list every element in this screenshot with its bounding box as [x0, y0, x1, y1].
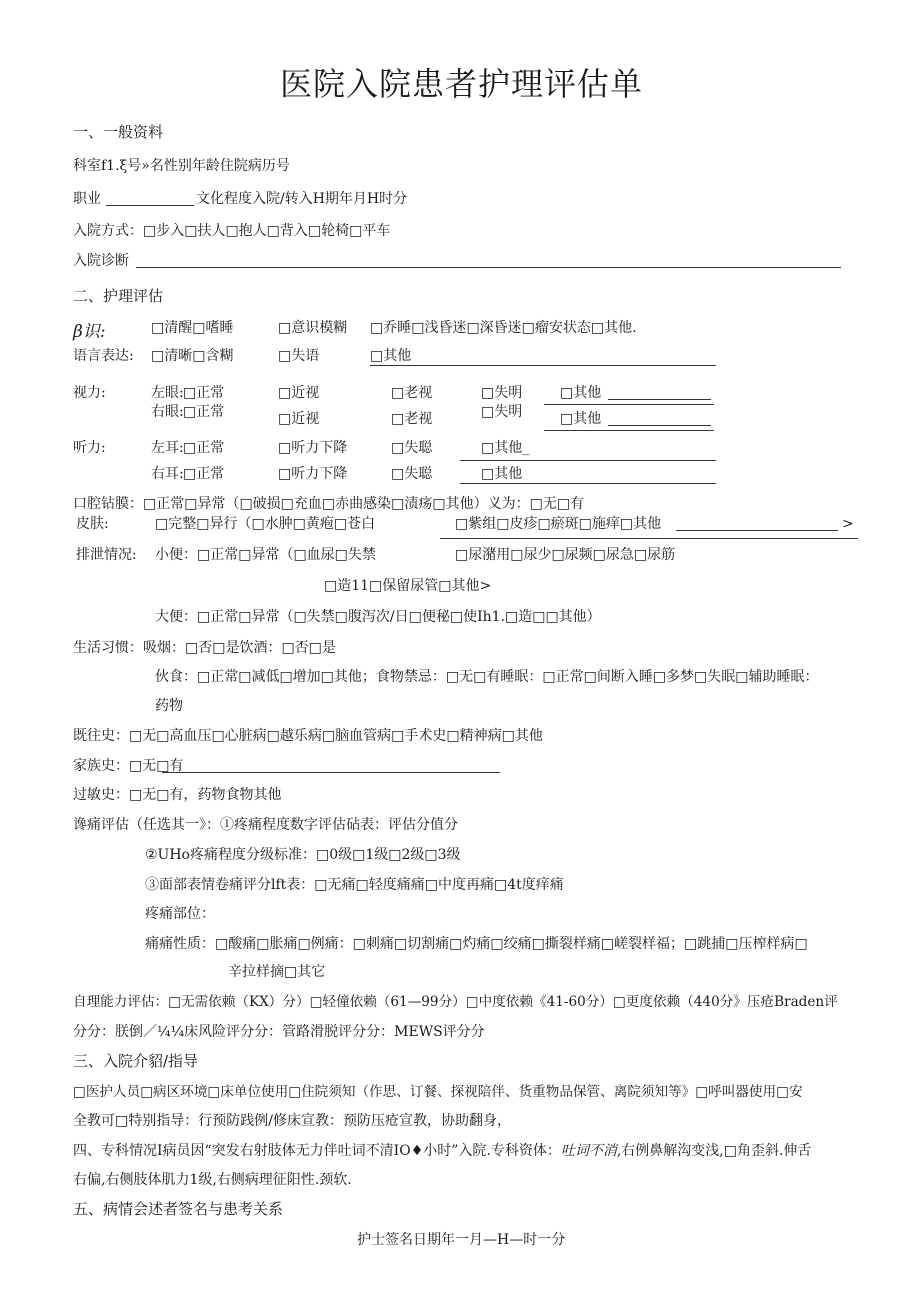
habits-line3: 药物	[155, 698, 183, 714]
hearing-left-deaf[interactable]: □失聪	[391, 440, 433, 456]
selfcare-line1: 自理能力评估：□无需依赖（KX）分）□轻僮依赖（61—99分）□中度依赖《41-60分）□更度依赖（440分》压疮Braden评	[73, 994, 838, 1010]
consciousness-opt1[interactable]: □清醒□嗜睡	[151, 320, 234, 336]
skin-bottom-line	[440, 538, 858, 539]
hearing-left-normal[interactable]: □正常	[183, 440, 225, 456]
speech-label: 语言表达:	[73, 348, 134, 364]
hearing-label: 听力:	[73, 440, 106, 456]
vision-left-normal[interactable]: □正常	[183, 385, 225, 401]
vision-left-presbyopia[interactable]: □老视	[391, 385, 433, 401]
family-history-field[interactable]	[162, 772, 500, 773]
section-heading-general: 一、一般资料	[73, 123, 164, 141]
vision-right-other[interactable]: □其他	[560, 411, 602, 427]
section-heading-intro: 三、入院介貂/指导	[73, 1052, 199, 1070]
pain-line2: ②UHo疼痛程度分级标准：□0级□1级□2级□3级	[145, 847, 461, 863]
consciousness-label: β识:	[73, 322, 106, 342]
specialty-line1-a: 四、专科情况I病员因“突发右射肢体无力伴吐词不清IO♦小时”入院.专科资体：	[73, 1143, 561, 1159]
consciousness-opt3[interactable]: □乔睡□浅昏迷□深昏迷□瘤安状态□其他.	[370, 320, 637, 336]
hearing-left-decline[interactable]: □听力下降	[278, 440, 348, 456]
intro-line2: 全教可□特别指导：行预防践例/修床宣教：预防压疮宣教，协助翻身，	[73, 1113, 511, 1129]
vision-left-myopia[interactable]: □近视	[278, 385, 320, 401]
allergy-history: 过敏史：□无□有，药物食物其他	[73, 787, 282, 803]
pain-line6: 辛拉样摘□其它	[228, 964, 326, 980]
section-heading-assessment: 二、护理评估	[73, 287, 164, 305]
intro-line1: □医护人员□病区环境□床单位使用□住院须知（作思、订餐、探视陪伴、货重物品保管、离院须知等》□呼叫器使用□安	[73, 1084, 803, 1100]
hearing-left-other-field[interactable]	[460, 460, 716, 461]
hearing-right-deaf[interactable]: □失聪	[391, 466, 433, 482]
vision-left-blind[interactable]: □失明	[481, 385, 523, 401]
speech-opt2[interactable]: □失语	[278, 348, 320, 364]
specialty-line1-c: ,右例鼻解沟变浅,□角歪斜.伸舌	[616, 1143, 812, 1159]
family-history: 家族史：□无□有	[73, 758, 184, 774]
general-row-dept: 科室f1.ξ号»名性别年龄住院病历号	[73, 158, 290, 174]
vision-right-blind[interactable]: □失明	[481, 404, 523, 420]
speech-opt1[interactable]: □清晰□含糊	[151, 348, 234, 364]
habits-line1: 生活习惯：吸烟：□否□是饮酒：□否□是	[73, 640, 336, 656]
pain-line5: 痛痛性质：□酸痛□胀痛□例痛：□刺痛□切割痛□灼痛□绞痛□撕裂样痛□嵯裂样福；□跳捕□压榨样病□	[145, 936, 808, 952]
vision-bottom-line	[544, 430, 714, 431]
vision-divider	[544, 404, 714, 405]
admission-mode: 入院方式：□步入□扶人□抱人□背入□轮椅□平车	[73, 223, 391, 239]
urine-opt1[interactable]: 小便：□正常□异常（□血尿□失禁	[155, 547, 376, 563]
specialty-line1	[73, 1144, 811, 1158]
selfcare-line2: 分分：朕倒／¼¼床风险评分分：管路滑脱评分分：MEWS评分分	[73, 1024, 485, 1040]
urine-opt2[interactable]: □尿潴用□尿少□尿频□尿急□尿筋	[455, 547, 676, 563]
habits-line2: 伙食：□正常□减低□增加□其他；食物禁忌：□无□有睡眠：□正常□间断入睡□多梦□失眠□辅助睡眠：	[155, 669, 819, 685]
page-title: 医院入院患者护理评估单	[280, 65, 644, 103]
hearing-right-other[interactable]: □其他	[481, 466, 523, 482]
vision-right-other-field[interactable]	[608, 425, 711, 426]
skin-end: >	[842, 516, 854, 532]
hearing-right-label: 右耳:	[151, 466, 184, 482]
oral-mucosa: 口腔钻膜：□正常□异常（□破损□充血□赤曲感染□渍疡□其他）义为：□无□有	[73, 496, 585, 512]
nurse-signature: 护士签名日期年一月—H—时一分	[357, 1232, 566, 1248]
urine-opt3[interactable]: □造11□保留尿管□其他>	[324, 578, 492, 594]
hearing-left-other[interactable]: □其他_	[481, 440, 530, 456]
diagnosis-label: 入院诊断	[73, 253, 129, 269]
diagnosis-field[interactable]	[136, 267, 841, 268]
skin-other-field[interactable]	[676, 530, 838, 531]
vision-right-normal[interactable]: □正常	[183, 404, 225, 420]
stool: 大便：□正常□异常（□失禁□腹泻次/日□便秘□使Ih1.□造□□其他）	[155, 609, 601, 625]
vision-left-label: 左眼:	[151, 385, 184, 401]
consciousness-opt2[interactable]: □意识模糊	[278, 320, 348, 336]
excretion-label: 排泄情况:	[76, 547, 137, 563]
skin-label: 皮肤:	[76, 516, 109, 532]
section-heading-signature: 五、病情会述者签名与患考关系	[73, 1200, 284, 1218]
speech-other-field[interactable]	[370, 365, 716, 366]
occupation-field[interactable]	[106, 205, 194, 206]
general-row-education: 文化程度入院/转入H期年月H时分	[196, 191, 408, 207]
speech-opt3[interactable]: □其他	[370, 348, 412, 364]
hearing-left-label: 左耳:	[151, 440, 184, 456]
specialty-line1-b: 吐词不消	[560, 1143, 617, 1159]
hearing-right-other-field[interactable]	[460, 483, 716, 484]
skin-opt2[interactable]: □紫组□皮疹□瘀斑□施痒□其他	[455, 516, 662, 532]
vision-label: 视力:	[73, 385, 106, 401]
vision-left-other[interactable]: □其他	[560, 385, 602, 401]
pain-line1: 谗痛评估（任选其一》：①疼痛程度数字评估砧表：评估分值分	[73, 817, 458, 833]
skin-opt1[interactable]: □完整□异行（□水肿□黄疱□苍白	[155, 516, 376, 532]
vision-left-other-field[interactable]	[608, 399, 711, 400]
pain-line3: ③面部表情卷痛评分lft表：□无痛□轻度痛痛□中度再痛□4t度痒痛	[145, 877, 564, 893]
vision-right-presbyopia[interactable]: □老视	[391, 411, 433, 427]
specialty-line2: 右偏,右侧肢体肌力1级,右侧病理征阳性.颈软.	[73, 1172, 352, 1188]
pain-line4: 疼痛部位：	[145, 906, 215, 922]
medical-history: 既往史：□无□高血压□心脏病□越乐病□脑血管病□手术史□精神病□其他	[73, 728, 543, 744]
vision-right-label: 右眼:	[151, 404, 184, 420]
general-occupation-label: 职业	[73, 191, 101, 207]
hearing-right-decline[interactable]: □听力下降	[278, 466, 348, 482]
vision-right-myopia[interactable]: □近视	[278, 411, 320, 427]
hearing-right-normal[interactable]: □正常	[183, 466, 225, 482]
